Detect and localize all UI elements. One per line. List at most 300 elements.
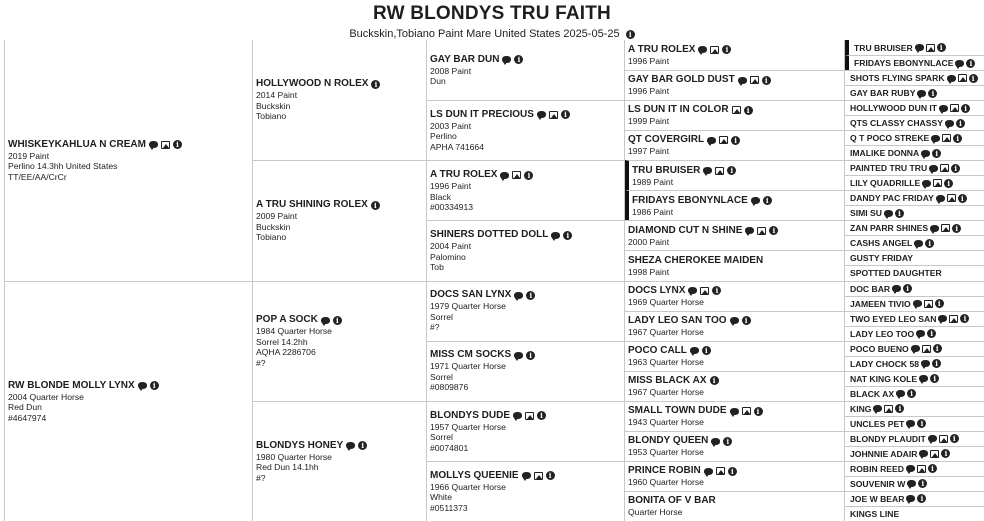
comment-icon[interactable] (703, 167, 712, 174)
horse-name-link[interactable] (850, 178, 984, 188)
info-icon[interactable] (941, 449, 950, 458)
photo-icon[interactable] (534, 472, 543, 480)
horse-name[interactable]: SHINERS DOTTED DOLL (430, 229, 549, 241)
horse-name[interactable]: QT COVERGIRL (628, 134, 705, 146)
horse-name-link[interactable] (632, 195, 844, 207)
horse-name[interactable]: A TRU SHINING ROLEX (256, 199, 368, 211)
comment-icon[interactable] (514, 292, 523, 299)
horse-detail: Sorrel (430, 432, 453, 443)
info-icon[interactable] (723, 437, 732, 446)
horse-name[interactable]: TRU BRUISER (854, 42, 913, 53)
pedigree-cell (625, 401, 844, 431)
horse-name-link[interactable] (850, 88, 984, 98)
horse-name-link[interactable] (8, 139, 252, 151)
info-icon[interactable] (710, 376, 719, 385)
horse-name-link[interactable] (850, 344, 984, 354)
photo-icon[interactable] (950, 104, 959, 112)
comment-icon[interactable] (745, 227, 754, 234)
pedigree-cell (845, 40, 984, 55)
info-icon[interactable] (903, 284, 912, 293)
horse-detail: Perlino 14.3hh United States (8, 161, 118, 171)
horse-name[interactable]: RW BLONDE MOLLY LYNX (8, 379, 135, 391)
horse-name-link[interactable] (850, 208, 984, 218)
comment-icon[interactable] (346, 442, 355, 449)
horse-name-link[interactable] (628, 315, 844, 327)
info-icon[interactable] (722, 45, 731, 54)
horse-name[interactable]: LS DUN IT PRECIOUS (430, 108, 534, 120)
pedigree-cell (625, 100, 844, 130)
comment-icon[interactable] (884, 210, 893, 217)
pedigree-cell (845, 175, 984, 190)
info-icon[interactable] (932, 149, 941, 158)
pedigree-cell (625, 371, 844, 401)
horse-name[interactable]: QTS CLASSY CHASSY (850, 118, 943, 129)
comment-icon[interactable] (502, 56, 511, 63)
horse-detail: 1963 Quarter Horse (628, 356, 704, 367)
comment-icon[interactable] (551, 232, 560, 239)
horse-name-link[interactable] (256, 78, 426, 90)
horse-name-link[interactable] (850, 284, 984, 294)
horse-name-link[interactable] (850, 299, 984, 309)
horse-name[interactable]: PAINTED TRU TRU (850, 163, 928, 174)
horse-name-link[interactable] (850, 133, 984, 143)
photo-icon[interactable] (941, 224, 950, 232)
photo-icon[interactable] (732, 106, 741, 114)
pedigree-cell (845, 476, 984, 491)
horse-name-link[interactable] (850, 419, 984, 429)
horse-name[interactable]: POCO CALL (628, 344, 687, 356)
info-icon[interactable] (966, 59, 975, 68)
info-icon[interactable] (626, 30, 635, 39)
pedigree-cell (845, 250, 984, 265)
comment-icon[interactable] (947, 75, 956, 82)
horse-name[interactable]: LADY LEO TOO (850, 328, 915, 339)
horse-name[interactable]: ZAN PARR SHINES (850, 223, 929, 234)
comment-icon[interactable] (931, 135, 940, 142)
photo-icon[interactable] (757, 227, 766, 235)
info-icon[interactable] (526, 351, 535, 360)
horse-name-link[interactable] (850, 329, 984, 339)
comment-icon[interactable] (915, 44, 924, 51)
comment-icon[interactable] (930, 225, 939, 232)
comment-icon[interactable] (321, 317, 330, 324)
horse-name[interactable]: NAT KING KOLE (850, 373, 918, 384)
comment-icon[interactable] (922, 180, 931, 187)
horse-name-link[interactable] (850, 223, 984, 233)
horse-name-link[interactable] (850, 253, 984, 263)
comment-icon[interactable] (917, 90, 926, 97)
photo-icon[interactable] (161, 141, 170, 149)
info-icon[interactable] (927, 329, 936, 338)
info-icon[interactable] (563, 231, 572, 240)
info-icon[interactable] (754, 407, 763, 416)
horse-name[interactable]: SPOTTED DAUGHTER (850, 268, 942, 279)
photo-icon[interactable] (924, 300, 933, 308)
comment-icon[interactable] (514, 352, 523, 359)
comment-icon[interactable] (921, 360, 930, 367)
horse-name-link[interactable] (430, 109, 624, 121)
horse-name-link[interactable] (850, 509, 984, 519)
horse-detail: APHA 741664 (430, 141, 484, 152)
horse-name[interactable]: DOCS SAN LYNX (430, 289, 512, 301)
horse-name[interactable]: HOLLYWOOD N ROLEX (256, 78, 369, 90)
horse-detail: #? (256, 357, 266, 368)
comment-icon[interactable] (738, 77, 747, 84)
comment-icon[interactable] (707, 137, 716, 144)
info-icon[interactable] (537, 411, 546, 420)
horse-name-link[interactable] (850, 148, 984, 158)
horse-name[interactable]: MISS CM SOCKS (430, 349, 512, 361)
horse-name-link[interactable] (430, 349, 624, 361)
horse-name-link[interactable] (8, 380, 252, 392)
horse-name[interactable]: TRU BRUISER (632, 164, 701, 176)
comment-icon[interactable] (913, 300, 922, 307)
info-icon[interactable] (762, 76, 771, 85)
horse-name-link[interactable] (628, 225, 844, 237)
pedigree-cell (253, 281, 426, 401)
info-icon[interactable] (951, 164, 960, 173)
horse-name[interactable]: SIMI SU (850, 208, 882, 219)
info-icon[interactable] (937, 43, 946, 52)
info-icon[interactable] (956, 119, 965, 128)
comment-icon[interactable] (928, 435, 937, 442)
horse-name-link[interactable] (628, 255, 844, 267)
horse-name[interactable]: BLONDY PLAUDIT (850, 433, 926, 444)
info-icon[interactable] (526, 291, 535, 300)
comment-icon[interactable] (873, 405, 882, 412)
horse-name-link[interactable] (256, 314, 426, 326)
photo-icon[interactable] (926, 44, 935, 52)
pedigree-cell (845, 416, 984, 431)
horse-name[interactable]: CASHS ANGEL (850, 238, 913, 249)
photo-icon[interactable] (750, 76, 759, 84)
horse-name-link[interactable] (850, 464, 984, 474)
horse-name[interactable]: FRIDAYS EBONYNLACE (854, 58, 954, 69)
horse-name[interactable]: GUSTY FRIDAY (850, 253, 914, 264)
horse-detail: Black (430, 191, 452, 202)
comment-icon[interactable] (906, 420, 915, 427)
comment-icon[interactable] (936, 195, 945, 202)
horse-name[interactable]: A TRU ROLEX (430, 169, 498, 181)
info-icon[interactable] (907, 389, 916, 398)
info-icon[interactable] (961, 104, 970, 113)
photo-icon[interactable] (958, 74, 967, 82)
horse-name[interactable]: Q T POCO STREKE (850, 133, 930, 144)
comment-icon[interactable] (711, 438, 720, 445)
info-icon[interactable] (358, 441, 367, 450)
info-icon[interactable] (928, 89, 937, 98)
photo-icon[interactable] (917, 465, 926, 473)
horse-name-link[interactable] (628, 134, 844, 146)
horse-name-link[interactable] (628, 435, 844, 447)
info-icon[interactable] (895, 209, 904, 218)
comment-icon[interactable] (688, 287, 697, 294)
horse-name-link[interactable] (850, 374, 984, 384)
horse-name-link[interactable] (850, 163, 984, 173)
comment-icon[interactable] (939, 105, 948, 112)
info-icon[interactable] (925, 239, 934, 248)
photo-icon[interactable] (719, 136, 728, 144)
comment-icon[interactable] (911, 345, 920, 352)
pedigree-cell (845, 145, 984, 160)
info-icon[interactable] (895, 404, 904, 413)
horse-name-link[interactable] (628, 285, 844, 297)
info-icon[interactable] (712, 286, 721, 295)
comment-icon[interactable] (704, 468, 713, 475)
horse-name[interactable]: WHISKEYKAHLUA N CREAM (8, 138, 146, 150)
info-icon[interactable] (950, 434, 959, 443)
horse-name-link[interactable] (850, 434, 984, 444)
pedigree-cell (845, 205, 984, 220)
horse-name-link[interactable] (256, 440, 426, 452)
pedigree-cell (625, 431, 844, 461)
info-icon[interactable] (932, 359, 941, 368)
comment-icon[interactable] (537, 111, 546, 118)
info-icon[interactable] (524, 171, 533, 180)
photo-icon[interactable] (939, 435, 948, 443)
info-icon[interactable] (333, 316, 342, 325)
comment-icon[interactable] (929, 165, 938, 172)
horse-name-link[interactable] (850, 118, 984, 128)
horse-name[interactable]: DIAMOND CUT N SHINE (628, 224, 743, 236)
horse-name[interactable]: TWO EYED LEO SAN (850, 313, 937, 324)
horse-name[interactable]: SOUVENIR W (850, 478, 906, 489)
comment-icon[interactable] (907, 480, 916, 487)
info-icon[interactable] (960, 314, 969, 323)
info-icon[interactable] (150, 381, 159, 390)
info-icon[interactable] (173, 140, 182, 149)
pedigree-cell (625, 130, 844, 160)
photo-icon[interactable] (742, 407, 751, 415)
horse-name[interactable]: HOLLYWOOD DUN IT (850, 103, 938, 114)
info-icon[interactable] (546, 471, 555, 480)
horse-name-link[interactable] (850, 479, 984, 489)
horse-name[interactable]: ROBIN REED (850, 463, 904, 474)
info-icon[interactable] (769, 226, 778, 235)
photo-icon[interactable] (716, 467, 725, 475)
horse-name[interactable]: LILY QUADRILLE (850, 178, 921, 189)
info-icon[interactable] (933, 344, 942, 353)
horse-name[interactable]: GAY BAR GOLD DUST (628, 74, 735, 86)
comment-icon[interactable] (751, 197, 760, 204)
horse-name-link[interactable] (430, 229, 624, 241)
photo-icon[interactable] (512, 171, 521, 179)
comment-icon[interactable] (921, 150, 930, 157)
horse-name-link[interactable] (628, 375, 844, 387)
horse-name[interactable]: BONITA OF V BAR (628, 495, 716, 507)
horse-name-link[interactable] (850, 449, 984, 459)
horse-name[interactable]: BLONDYS DUDE (430, 409, 511, 421)
info-icon[interactable] (918, 479, 927, 488)
comment-icon[interactable] (906, 465, 915, 472)
horse-name-link[interactable] (628, 495, 844, 507)
photo-icon[interactable] (715, 167, 724, 175)
info-icon[interactable] (371, 80, 380, 89)
comment-icon[interactable] (919, 450, 928, 457)
info-icon[interactable] (935, 299, 944, 308)
horse-detail: 2019 Paint (8, 150, 50, 161)
comment-icon[interactable] (955, 60, 964, 67)
photo-icon[interactable] (922, 345, 931, 353)
pedigree-cell (845, 190, 984, 205)
photo-icon[interactable] (700, 287, 709, 295)
comment-icon[interactable] (896, 390, 905, 397)
horse-name-link[interactable] (628, 44, 844, 56)
horse-name[interactable]: A TRU ROLEX (628, 43, 696, 55)
comment-icon[interactable] (919, 375, 928, 382)
horse-name[interactable]: KINGS LINE (850, 508, 900, 519)
info-icon[interactable] (371, 201, 380, 210)
horse-name[interactable]: MISS BLACK AX (628, 374, 707, 386)
horse-detail: 2003 Paint (430, 120, 472, 131)
horse-name-link[interactable] (854, 43, 984, 53)
horse-name-link[interactable] (632, 165, 844, 177)
horse-name[interactable]: UNCLES PET (850, 418, 905, 429)
horse-name-link[interactable] (430, 470, 624, 482)
horse-name-link[interactable] (854, 58, 984, 68)
horse-name[interactable]: FRIDAYS EBONYNLACE (632, 194, 748, 206)
info-icon[interactable] (561, 110, 570, 119)
horse-name[interactable]: LS DUN IT IN COLOR (628, 104, 729, 116)
photo-icon[interactable] (884, 405, 893, 413)
info-icon[interactable] (731, 136, 740, 145)
info-icon[interactable] (763, 196, 772, 205)
info-icon[interactable] (930, 374, 939, 383)
horse-name-link[interactable] (850, 73, 984, 83)
info-icon[interactable] (958, 194, 967, 203)
horse-detail: Red Dun (8, 402, 42, 412)
horse-name[interactable]: DANDY PAC FRIDAY (850, 193, 934, 204)
horse-name[interactable]: POP A SOCK (256, 314, 318, 326)
horse-name[interactable]: JOHNNIE ADAIR (850, 448, 918, 459)
comment-icon[interactable] (945, 120, 954, 127)
horse-name[interactable]: IMALIKE DONNA (850, 148, 920, 159)
horse-name[interactable]: POCO BUENO (850, 343, 909, 354)
horse-name[interactable]: JAMEEN TIVIO (850, 298, 911, 309)
photo-icon[interactable] (525, 412, 534, 420)
info-icon[interactable] (917, 494, 926, 503)
horse-name-link[interactable] (850, 103, 984, 113)
info-icon[interactable] (742, 316, 751, 325)
horse-name-link[interactable] (850, 389, 984, 399)
info-icon[interactable] (727, 166, 736, 175)
horse-name-link[interactable] (850, 314, 984, 324)
comment-icon[interactable] (730, 408, 739, 415)
horse-name-link[interactable] (850, 359, 984, 369)
photo-icon[interactable] (933, 179, 942, 187)
horse-detail: Red Dun 14.1hh (256, 462, 319, 473)
horse-name[interactable]: BLACK AX (850, 388, 895, 399)
horse-name-link[interactable] (628, 405, 844, 417)
info-icon[interactable] (969, 74, 978, 83)
comment-icon[interactable] (906, 495, 915, 502)
horse-detail: AQHA 2286706 (256, 347, 316, 358)
photo-icon[interactable] (949, 315, 958, 323)
horse-name[interactable]: DOC BAR (850, 283, 891, 294)
photo-icon[interactable] (940, 164, 949, 172)
horse-name[interactable]: SHEZA CHEROKEE MAIDEN (628, 254, 764, 266)
horse-detail: White (430, 492, 452, 503)
horse-name-link[interactable] (256, 199, 426, 211)
comment-icon[interactable] (149, 141, 158, 148)
comment-icon[interactable] (500, 172, 509, 179)
photo-icon[interactable] (947, 194, 956, 202)
comment-icon[interactable] (938, 315, 947, 322)
photo-icon[interactable] (710, 46, 719, 54)
pedigree-cell (625, 160, 844, 190)
horse-name-link[interactable] (850, 404, 984, 414)
horse-name[interactable]: LADY CHOCK 58 (850, 358, 920, 369)
generation-4-column (625, 40, 845, 521)
horse-detail: #4647974 (8, 412, 47, 423)
horse-name-link[interactable] (430, 410, 624, 422)
horse-name[interactable]: SMALL TOWN DUDE (628, 405, 727, 417)
comment-icon[interactable] (690, 347, 699, 354)
horse-name[interactable]: MOLLYS QUEENIE (430, 469, 519, 481)
horse-name[interactable]: JOE W BEAR (850, 493, 905, 504)
info-icon[interactable] (702, 346, 711, 355)
info-icon[interactable] (744, 106, 753, 115)
horse-name[interactable]: SHOTS FLYING SPARK (850, 73, 945, 84)
horse-name[interactable]: DOCS LYNX (628, 284, 686, 296)
comment-icon[interactable] (522, 472, 531, 479)
horse-name-link[interactable] (628, 465, 844, 477)
horse-name[interactable]: LADY LEO SAN TOO (628, 314, 727, 326)
comment-icon[interactable] (513, 412, 522, 419)
pedigree-cell (845, 356, 984, 371)
horse-name-link[interactable] (430, 54, 624, 66)
horse-detail: #00334913 (430, 202, 474, 213)
horse-name-link[interactable] (850, 268, 984, 278)
horse-name-link[interactable] (430, 169, 624, 181)
comment-icon[interactable] (914, 240, 923, 247)
comment-icon[interactable] (730, 317, 739, 324)
comment-icon[interactable] (698, 46, 707, 53)
pedigree-cell (845, 85, 984, 100)
info-icon[interactable] (952, 224, 961, 233)
pedigree-cell (845, 235, 984, 250)
horse-name-link[interactable] (850, 238, 984, 248)
horse-name[interactable]: GAY BAR DUN (430, 53, 500, 65)
info-icon[interactable] (728, 467, 737, 476)
horse-name-link[interactable] (628, 74, 844, 86)
info-icon[interactable] (917, 419, 926, 428)
info-icon[interactable] (514, 55, 523, 64)
horse-name-link[interactable] (850, 193, 984, 203)
photo-icon[interactable] (942, 134, 951, 142)
horse-name[interactable]: PRINCE ROBIN (628, 465, 701, 477)
horse-detail: 1980 Quarter Horse (256, 451, 332, 462)
horse-name-link[interactable] (430, 289, 624, 301)
pedigree-cell (427, 461, 624, 521)
horse-name[interactable]: BLONDY QUEEN (628, 435, 709, 447)
horse-name-link[interactable] (628, 345, 844, 357)
horse-detail: 1984 Quarter Horse (256, 326, 332, 337)
info-icon[interactable] (944, 179, 953, 188)
horse-name[interactable]: BLONDYS HONEY (256, 439, 344, 451)
photo-icon[interactable] (930, 450, 939, 458)
info-icon[interactable] (953, 134, 962, 143)
photo-icon[interactable] (549, 111, 558, 119)
horse-name-link[interactable] (850, 494, 984, 504)
horse-name[interactable]: GAY BAR RUBY (850, 88, 916, 99)
info-icon[interactable] (928, 464, 937, 473)
comment-icon[interactable] (892, 285, 901, 292)
horse-name[interactable]: KING (850, 403, 872, 414)
comment-icon[interactable] (138, 382, 147, 389)
comment-icon[interactable] (916, 330, 925, 337)
horse-name-link[interactable] (628, 104, 844, 116)
